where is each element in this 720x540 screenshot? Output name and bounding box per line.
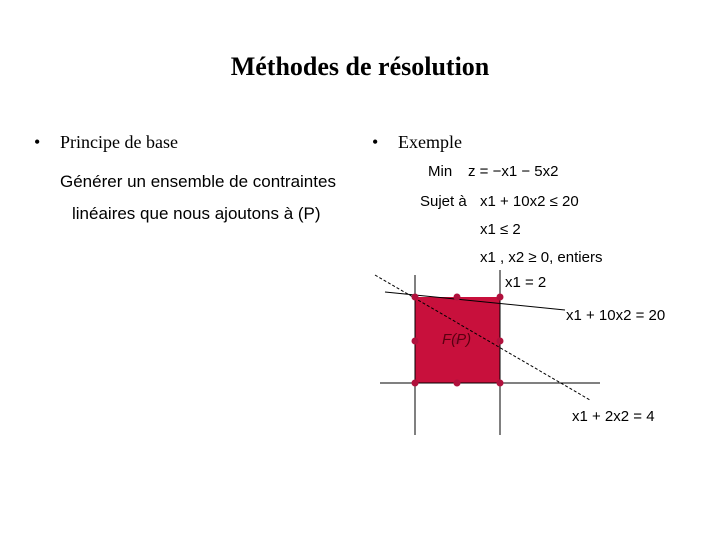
subject-label: Sujet à (420, 193, 467, 210)
bullet-label-exemple: Exemple (398, 132, 462, 152)
integer-point (497, 294, 504, 301)
integer-point (412, 338, 419, 345)
principle-text-line1: Générer un ensemble de contraintes (60, 172, 336, 191)
constraint-1: x1 + 10x2 ≤ 20 (480, 193, 579, 210)
slide-title: Méthodes de résolution (230, 52, 490, 81)
objective-function: z = −x1 − 5x2 (468, 163, 559, 180)
principle-text-line2: linéaires que nous ajoutons à (P) (72, 204, 321, 223)
integer-point (454, 380, 461, 387)
integer-point (497, 380, 504, 387)
bullet-dot: • (372, 132, 379, 152)
bullet-dot: • (34, 132, 41, 152)
integer-point (497, 338, 504, 345)
bullet-label-principe: Principe de base (60, 132, 178, 152)
line-a-label: x1 + 10x2 = 20 (566, 307, 666, 324)
integer-point (412, 380, 419, 387)
integer-point (412, 294, 419, 301)
region-label: F(P) (442, 331, 472, 348)
line-b-label: x1 + 2x2 = 4 (572, 408, 655, 425)
integer-point (454, 294, 461, 301)
vertical-line-label: x1 = 2 (505, 274, 547, 291)
constraint-2: x1 ≤ 2 (480, 221, 521, 238)
min-label: Min (428, 163, 453, 180)
constraint-3: x1 , x2 ≥ 0, entiers (480, 249, 603, 266)
